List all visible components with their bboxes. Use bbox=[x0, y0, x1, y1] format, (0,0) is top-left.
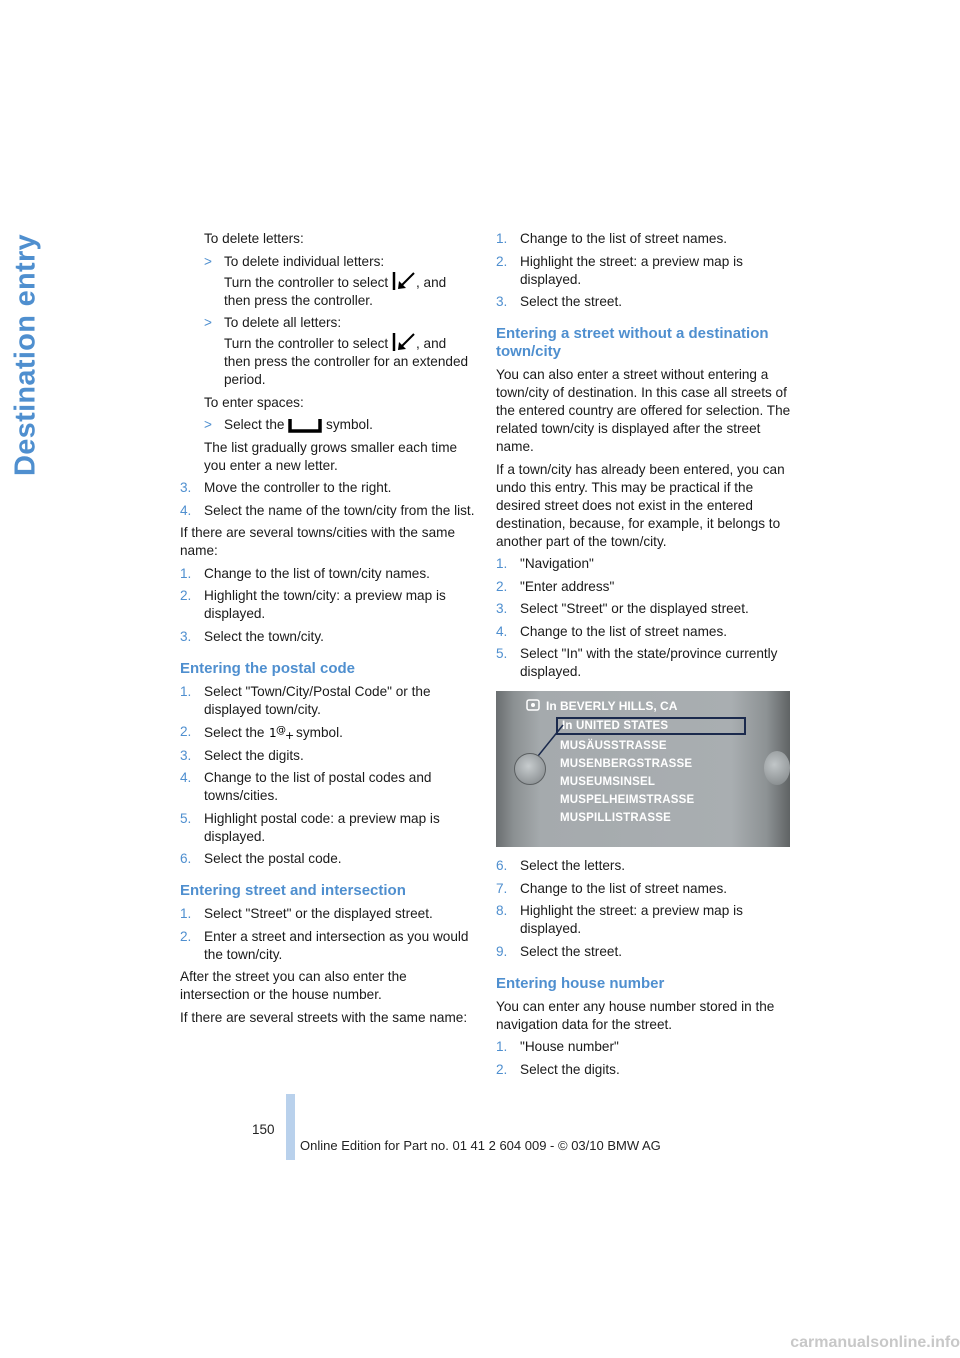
screen-row: MUSEUMSINSEL bbox=[560, 776, 656, 788]
step-number: 6. bbox=[496, 858, 508, 873]
bullet-item bbox=[180, 416, 476, 434]
list-item bbox=[180, 628, 476, 646]
step-number: 3. bbox=[496, 601, 508, 616]
list-item bbox=[496, 857, 792, 875]
step-text: Select the letters. bbox=[520, 858, 626, 873]
section-heading: Entering a street without a destination town/city bbox=[496, 325, 769, 360]
page-number: 150 bbox=[252, 1122, 275, 1137]
bullet-item bbox=[180, 253, 476, 310]
list-item bbox=[180, 683, 476, 719]
list-item bbox=[496, 1061, 792, 1079]
step-text: Highlight the street: a preview map is displayed. bbox=[520, 903, 743, 936]
screen-row: MUSÄUSSTRASSE bbox=[560, 740, 667, 752]
bullet-text: To delete individual letters: bbox=[224, 253, 385, 269]
screen-header bbox=[526, 696, 774, 716]
list-item bbox=[496, 555, 792, 573]
list-item bbox=[180, 905, 476, 923]
list-item bbox=[180, 587, 476, 623]
step-text: Select the digits. bbox=[204, 747, 304, 763]
list-item bbox=[496, 943, 792, 961]
step-number: 2. bbox=[496, 1061, 508, 1077]
step-number: 3. bbox=[496, 294, 508, 309]
footer-bar bbox=[286, 1094, 295, 1160]
delete-arrow-icon bbox=[392, 271, 416, 291]
paragraph: The list gradually grows smaller each time you enter a new letter. bbox=[204, 439, 458, 473]
step-text: Select the town/city. bbox=[204, 628, 324, 644]
step-number: 4. bbox=[180, 502, 192, 518]
step-number: 3. bbox=[180, 747, 192, 763]
list-item bbox=[496, 902, 792, 938]
screen-row: MUSPELHEIMSTRASSE bbox=[560, 794, 695, 806]
step-number: 9. bbox=[496, 943, 508, 959]
side-title-text: Destination entry bbox=[9, 234, 42, 476]
step-number: 1. bbox=[496, 231, 508, 246]
list-item bbox=[180, 723, 476, 742]
list-item bbox=[180, 850, 476, 868]
step-number: 2. bbox=[180, 588, 192, 603]
idrive-screen-image bbox=[496, 691, 790, 847]
svg-text:1: 1 bbox=[269, 726, 277, 740]
list-item bbox=[496, 623, 792, 641]
list-item bbox=[496, 293, 792, 311]
step-text: symbol. bbox=[296, 725, 343, 740]
step-text: Highlight postal code: a preview map is displayed. bbox=[204, 810, 440, 844]
step-number: 1. bbox=[496, 1039, 508, 1054]
step-number: 1. bbox=[180, 683, 192, 699]
paragraph: To delete letters: bbox=[204, 231, 304, 246]
screen-row-selected: In UNITED STATES bbox=[556, 717, 746, 735]
scroll-knob bbox=[764, 751, 790, 785]
side-title bbox=[0, 230, 56, 480]
step-text: "Enter address" bbox=[520, 578, 615, 594]
paragraph: You can also enter a street without entering a town/city of destination. In this case all streets of the entered country are offered for selection. The related town/city is displayed after the street name. bbox=[496, 367, 791, 454]
step-number: 2. bbox=[496, 253, 508, 269]
right-column bbox=[496, 230, 792, 1083]
step-text: Select "Street" or the displayed street. bbox=[204, 906, 433, 921]
list-item bbox=[496, 253, 792, 289]
postal-code-icon bbox=[268, 723, 295, 742]
left-column bbox=[180, 230, 476, 1031]
step-number: 4. bbox=[180, 770, 192, 785]
step-text: Select "Town/City/Postal Code" or the displayed town/city. bbox=[204, 683, 431, 717]
bullet-text: Turn the controller to select bbox=[224, 336, 389, 351]
step-number: 2. bbox=[180, 724, 192, 739]
screen-list bbox=[556, 717, 746, 827]
space-bar-icon bbox=[288, 417, 322, 433]
step-text: Select the street. bbox=[520, 943, 623, 959]
bullet-text: Select the bbox=[224, 417, 285, 432]
bullet-marker: > bbox=[204, 417, 212, 432]
list-item bbox=[180, 565, 476, 583]
paragraph: After the street you can also enter the intersection or the house number. bbox=[180, 969, 407, 1002]
step-text: "Navigation" bbox=[520, 556, 594, 571]
delete-arrow-icon bbox=[392, 332, 416, 352]
step-text: "House number" bbox=[520, 1039, 619, 1054]
list-item bbox=[496, 230, 792, 248]
step-number: 2. bbox=[496, 578, 508, 594]
list-item bbox=[496, 578, 792, 596]
bullet-text: , and then press the controller for an extended period. bbox=[224, 336, 469, 387]
screen-header-text: In BEVERLY HILLS, CA bbox=[546, 699, 678, 713]
step-text: Select the postal code. bbox=[204, 851, 342, 866]
step-text: Select "In" with the state/province currently displayed. bbox=[520, 646, 778, 679]
paragraph: You can enter any house number stored in the navigation data for the street. bbox=[496, 998, 775, 1032]
footer-edition: Online Edition for Part no. 01 41 2 604 009 - © 03/10 BMW AG bbox=[300, 1138, 661, 1153]
list-item bbox=[180, 479, 476, 497]
bullet-text: To delete all letters: bbox=[224, 315, 342, 330]
step-number: 5. bbox=[180, 810, 192, 826]
step-number: 4. bbox=[496, 623, 508, 639]
step-text: Select "Street" or the displayed street. bbox=[520, 601, 749, 616]
list-item bbox=[496, 1038, 792, 1056]
step-text: Select the street. bbox=[520, 294, 623, 309]
screen-row: MUSPILLISTRASSE bbox=[560, 812, 671, 824]
list-item bbox=[496, 645, 792, 681]
section-heading: Entering street and intersection bbox=[180, 882, 406, 899]
svg-text:+: + bbox=[285, 729, 295, 742]
paragraph: To enter spaces: bbox=[204, 394, 304, 410]
bullet-text: symbol. bbox=[326, 417, 373, 432]
section-heading: Entering the postal code bbox=[180, 659, 356, 677]
step-number: 5. bbox=[496, 646, 508, 661]
step-number: 3. bbox=[180, 628, 192, 644]
paragraph: If there are several towns/cities with the same name: bbox=[180, 525, 456, 558]
list-item bbox=[496, 600, 792, 618]
step-number: 3. bbox=[180, 480, 192, 495]
step-text: Change to the list of town/city names. bbox=[204, 565, 430, 581]
list-item bbox=[496, 880, 792, 898]
list-item bbox=[180, 747, 476, 765]
step-text: Change to the list of street names. bbox=[520, 880, 728, 896]
step-text: Select the bbox=[204, 725, 265, 740]
bullet-marker: > bbox=[204, 315, 212, 330]
controller-knob bbox=[514, 753, 546, 785]
bullet-marker: > bbox=[204, 253, 212, 269]
step-text: Change to the list of street names. bbox=[520, 231, 728, 246]
paragraph: If a town/city has already been entered, you can undo this entry. This may be practical if the desired street does not exist in the entered destination, because, for example, it belongs to another part of the town/city. bbox=[496, 461, 785, 549]
step-number: 1. bbox=[496, 556, 508, 571]
step-text: Highlight the street: a preview map is displayed. bbox=[520, 253, 743, 287]
step-number: 1. bbox=[180, 906, 192, 921]
paragraph: If there are several streets with the same name: bbox=[180, 1009, 468, 1025]
step-number: 2. bbox=[180, 928, 192, 944]
section-heading: Entering house number bbox=[496, 974, 665, 992]
bullet-text: , and then press the controller. bbox=[224, 274, 447, 308]
step-text: Highlight the town/city: a preview map is displayed. bbox=[204, 588, 446, 621]
step-text: Select the name of the town/city from the list. bbox=[204, 502, 475, 518]
step-number: 8. bbox=[496, 903, 508, 918]
svg-text:@: @ bbox=[276, 725, 287, 736]
search-flag-icon bbox=[526, 698, 542, 712]
bullet-text: Turn the controller to select bbox=[224, 274, 389, 290]
watermark: carmanualsonline.info bbox=[790, 1334, 960, 1351]
step-text: Change to the list of street names. bbox=[520, 623, 728, 639]
step-text: Move the controller to the right. bbox=[204, 480, 392, 495]
step-text: Change to the list of postal codes and towns/cities. bbox=[204, 770, 432, 803]
bullet-item bbox=[180, 314, 476, 389]
list-item bbox=[180, 928, 476, 964]
step-text: Enter a street and intersection as you would the town/city. bbox=[204, 928, 469, 962]
list-item bbox=[180, 502, 476, 520]
list-item bbox=[180, 769, 476, 805]
screen-row: MUSENBERGSTRASSE bbox=[560, 758, 693, 770]
step-number: 1. bbox=[180, 565, 192, 581]
step-number: 7. bbox=[496, 880, 508, 896]
step-text: Select the digits. bbox=[520, 1061, 620, 1077]
list-item bbox=[180, 810, 476, 846]
step-number: 6. bbox=[180, 851, 192, 866]
